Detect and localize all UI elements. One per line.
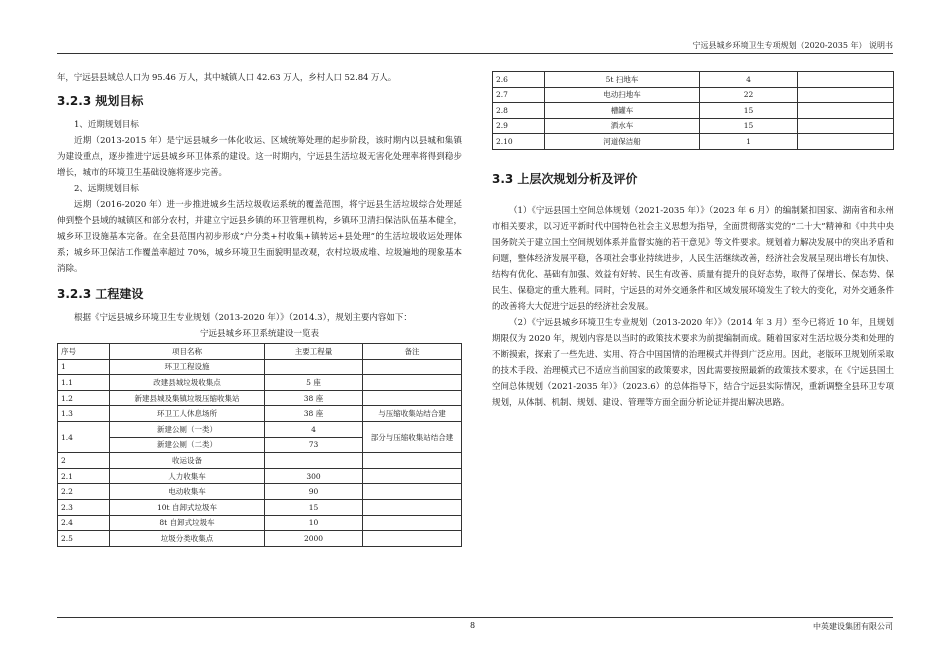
table-cell: 2.3 — [58, 499, 110, 515]
table-cell: 4 — [265, 421, 363, 437]
upper-plan-paragraph-1: （1）《宁远县国土空间总体规划（2021-2035 年）》（2023 年 6 月）的编制紧扣国家、湖南省和永州市相关要求，以习近平新时代中国特色社会主义思想为指导，全面贯彻落实党的“二十大”精神和《中共中央国务院关于建立国土空间规划体系并监督实施的若干意见》等文件要求。规划着力解决发展中的突出矛盾和问题，整体经济发展平稳，各项社会事业持续进步，人民生活继续改善，经济社会发展呈现出增长有加快、结构有优化、基础有加强、效益有好转、民生有改善、质量有提升的良好态势，取得了保增长、保态势、保民生、保稳定的重大胜利。同时，宁远县的对外交通条件和区域发展环境发生了较大的变化，对外交通条件的改善将大大促进宁远县的经济社会发展。 — [492, 205, 894, 312]
table-row — [58, 484, 462, 500]
table-cell — [363, 390, 462, 406]
table-cell: 新建公厕（二类） — [110, 437, 265, 453]
table-cell: 300 — [265, 468, 363, 484]
table-cell — [363, 453, 462, 469]
table-cell: 2000 — [265, 531, 363, 547]
table-cell: 2.2 — [58, 484, 110, 500]
table-row — [493, 134, 894, 150]
table-cell: 5 座 — [265, 375, 363, 391]
table-cell: 部分与压缩收集站结合建 — [363, 421, 462, 452]
table-cell: 1 — [700, 134, 798, 150]
table-cell: 电动收集车 — [110, 484, 265, 500]
table-row — [58, 531, 462, 547]
table-cell: 河道保洁船 — [545, 134, 700, 150]
table-cell: 与压缩收集站结合建 — [363, 406, 462, 422]
table-row — [58, 499, 462, 515]
table-cell: 5t 扫地车 — [545, 72, 700, 88]
section-heading-goals: 3.2.3 规划目标 — [57, 94, 144, 108]
table-cell: 2.5 — [58, 531, 110, 547]
table-cell: 38 座 — [265, 406, 363, 422]
table-cell — [363, 531, 462, 547]
long-term-label: 2、远期规划目标 — [74, 184, 139, 194]
near-term-label: 1、近期规划目标 — [74, 120, 139, 130]
near-term-text: 近期（2013-2015 年）是宁远县城乡一体化收运、区域统筹处理的起步阶段，该时期内以县城和集镇为建设重点，逐步推进宁远县城乡环卫体系的建设。这一时期内，宁远县生活垃圾无害化处理率将得到稳步增长，城市的环境卫生基础设施将逐步完善。 — [57, 136, 462, 178]
header-divider — [57, 53, 893, 54]
table-row — [58, 468, 462, 484]
table-cell: 1.2 — [58, 390, 110, 406]
table-cell — [265, 453, 363, 469]
table-cell: 1.4 — [58, 421, 110, 452]
table-cell: 15 — [700, 103, 798, 119]
footer-divider — [57, 617, 893, 618]
table-cell: 10t 自卸式垃圾车 — [110, 499, 265, 515]
table-cell: 2.1 — [58, 468, 110, 484]
table-cell: 73 — [265, 437, 363, 453]
table-cell: 15 — [265, 499, 363, 515]
table-row — [58, 375, 462, 391]
table-cell: 38 座 — [265, 390, 363, 406]
page-header-title: 宁远县城乡环境卫生专项规划（2020-2035 年） 说明书 — [692, 41, 893, 50]
table-cell: 槽罐车 — [545, 103, 700, 119]
table-caption: 宁远县城乡环卫系统建设一览表 — [199, 329, 319, 339]
long-term-text: 远期（2016-2020 年）进一步推进城乡生活垃圾收运系统的覆盖范围，将宁远县生活垃圾综合处理延伸到整个县域的城镇区和部分农村，并建立宁远县乡镇的环卫管理机构，乡镇环卫清扫保洁队伍基本健全，城乡环卫设施基本完备。在全县范围内初步形成“户分类+村收集+镇转运+县处理”的生活垃圾收运处理体系；城乡环卫保洁工作覆盖率超过 70%，城乡环境卫生面貌明显改观，农村垃圾成堆、垃圾遍地的现象基本消除。 — [57, 200, 462, 274]
table-cell — [363, 484, 462, 500]
sanitation-construction-table-continued — [492, 71, 894, 150]
right-column — [492, 71, 894, 411]
table-cell: 2.10 — [493, 134, 545, 150]
table-cell — [798, 72, 894, 88]
table-cell: 2.8 — [493, 103, 545, 119]
table-cell: 人力收集车 — [110, 468, 265, 484]
table-cell: 8t 自卸式垃圾车 — [110, 515, 265, 531]
table-row — [58, 421, 462, 437]
table-cell — [798, 103, 894, 119]
table-cell: 2.9 — [493, 118, 545, 134]
table-row — [58, 390, 462, 406]
header-cell: 主要工程量 — [265, 344, 363, 360]
section-heading-engineering: 3.2.3 工程建设 — [57, 287, 144, 301]
table-cell — [363, 359, 462, 375]
table-cell: 改建县城垃圾收集点 — [110, 375, 265, 391]
footer-company: 中英建设集团有限公司 — [813, 622, 893, 631]
table-header-row — [58, 344, 462, 360]
table-row — [58, 453, 462, 469]
table-row — [493, 103, 894, 119]
table-cell: 90 — [265, 484, 363, 500]
table-cell: 10 — [265, 515, 363, 531]
header-cell: 项目名称 — [110, 344, 265, 360]
table-cell — [363, 375, 462, 391]
table-cell: 1 — [58, 359, 110, 375]
table-cell — [363, 468, 462, 484]
table-cell: 15 — [700, 118, 798, 134]
sanitation-construction-table — [57, 343, 462, 547]
upper-plan-paragraph-2: （2）《宁远县城乡环境卫生专业规划（2013-2020 年）》（2014 年 3 月）至今已将近 10 年，且规划期限仅为 2020 年，规划内容是以当时的政策技术要求为前提编制而成。随着国家对生活垃圾分类和处理的不断摸索，探索了一些先进、实用、符合中国国情的治理模式并得到广泛应用。因此，老版环卫规划所采取的技术手段、治理模式已不适应当前国家的政策要求，因此需要按照最新的政策技术要求，在《宁远县国土空间总体规划（2021-2035 年）》（2023.6）的总体指导下，结合宁远县实际情况，重新调整全县环卫专项规划，从体制、机制、规划、建设、管理等方面全面分析论证并提出解决思路。 — [492, 317, 894, 408]
section-heading-upper-plan: 3.3 上层次规划分析及评价 — [492, 171, 638, 186]
table-cell: 环卫工人休息场所 — [110, 406, 265, 422]
table-cell: 环卫工程设施 — [110, 359, 265, 375]
table-row — [58, 406, 462, 422]
table-cell: 新建县城及集镇垃圾压缩收集站 — [110, 390, 265, 406]
table-cell: 4 — [700, 72, 798, 88]
table-row — [493, 87, 894, 103]
table-cell: 电动扫地车 — [545, 87, 700, 103]
table-cell: 垃圾分类收集点 — [110, 531, 265, 547]
table-cell: 2 — [58, 453, 110, 469]
table-row — [493, 118, 894, 134]
table-cell: 2.7 — [493, 87, 545, 103]
table-row — [58, 359, 462, 375]
table-cell: 洒水车 — [545, 118, 700, 134]
table-cell: 收运设备 — [110, 453, 265, 469]
header-cell: 备注 — [363, 344, 462, 360]
table-cell: 1.1 — [58, 375, 110, 391]
page-number: 8 — [470, 621, 476, 630]
table-cell — [798, 134, 894, 150]
table-row — [58, 515, 462, 531]
table-cell: 1.3 — [58, 406, 110, 422]
left-column — [57, 70, 462, 547]
table-cell — [798, 118, 894, 134]
population-intro: 年，宁远县县域总人口为 95.46 万人，其中城镇人口 42.63 万人，乡村人口 52.84 万人。 — [57, 73, 397, 83]
table-cell — [798, 87, 894, 103]
table-row — [493, 72, 894, 88]
table-cell — [363, 515, 462, 531]
table-cell — [363, 499, 462, 515]
table-cell: 新建公厕（一类） — [110, 421, 265, 437]
header-cell: 序号 — [58, 344, 110, 360]
table-cell: 2.6 — [493, 72, 545, 88]
table-cell: 2.4 — [58, 515, 110, 531]
table-cell — [265, 359, 363, 375]
table-cell: 22 — [700, 87, 798, 103]
engineering-intro: 根据《宁远县城乡环境卫生专业规划（2013-2020 年）》（2014.3），规划主要内容如下： — [74, 313, 412, 323]
